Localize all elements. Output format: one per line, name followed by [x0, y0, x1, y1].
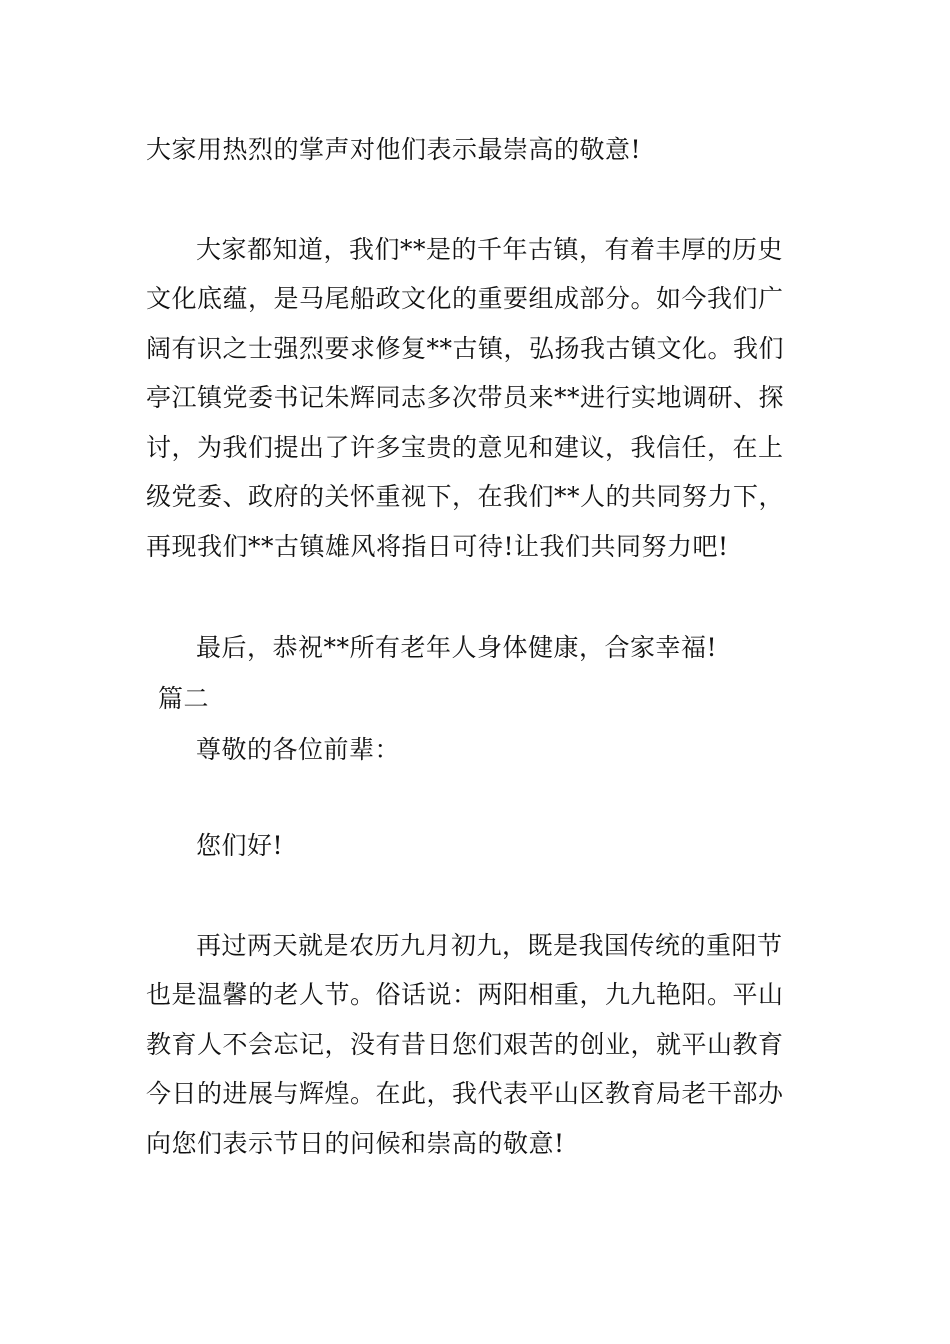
- paragraph-first-line: 大家都知道，我们**是的千年古镇，有着丰厚的历史: [196, 235, 784, 264]
- greeting: 您们好!: [196, 831, 284, 860]
- text-line: 今日的进展与辉煌。在此，我代表平山区教育局老干部办: [146, 1079, 784, 1108]
- text-line: 阔有识之士强烈要求修复**古镇，弘扬我古镇文化。我们: [146, 334, 785, 363]
- section-heading: 篇二: [158, 684, 210, 713]
- text-line: 向您们表示节日的问候和崇高的敬意!: [146, 1129, 565, 1158]
- paragraph-first-line: 再过两天就是农历九月初九，既是我国传统的重阳节: [196, 931, 783, 960]
- text-line: 再现我们**古镇雄风将指日可待!让我们共同努力吧!: [146, 532, 729, 561]
- text-line: 教育人不会忘记，没有昔日您们艰苦的创业，就平山教育: [146, 1030, 784, 1059]
- text-line: 文化底蕴，是马尾船政文化的重要组成部分。如今我们广: [146, 284, 784, 313]
- text-line: 亭江镇党委书记朱辉同志多次带员来**进行实地调研、探: [146, 383, 785, 412]
- text-line: 也是温馨的老人节。俗话说：两阳相重，九九艳阳。平山: [146, 980, 784, 1009]
- text-line: 级党委、政府的关怀重视下，在我们**人的共同努力下，: [146, 482, 785, 511]
- paragraph-first-line: 最后，恭祝**所有老年人身体健康，合家幸福!: [196, 633, 718, 662]
- text-line: 大家用热烈的掌声对他们表示最崇高的敬意!: [146, 135, 642, 164]
- text-line: 讨，为我们提出了许多宝贵的意见和建议，我信任，在上: [146, 433, 784, 462]
- salutation: 尊敬的各位前辈：: [196, 735, 401, 764]
